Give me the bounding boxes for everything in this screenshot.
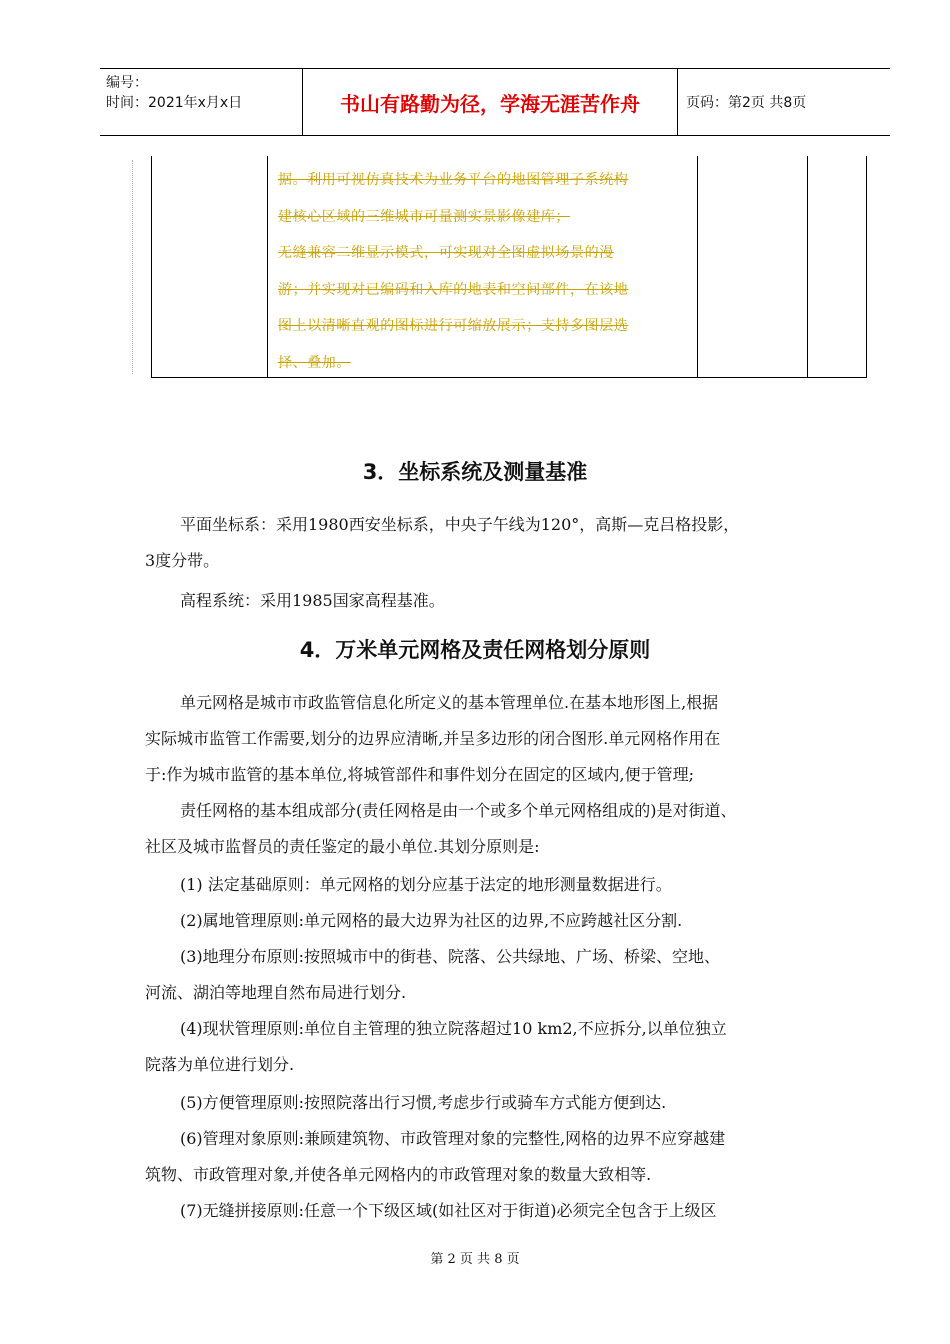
paragraph-line: 于:作为城市监管的基本单位,将城管部件和事件划分在固定的区域内,便于管理; [145, 765, 694, 784]
principle-6: (6)管理对象原则:兼顾建筑物、市政管理对象的完整性,网格的边界不应穿越建 [180, 1129, 726, 1148]
table-cell-empty-1 [152, 156, 268, 377]
header-motto: 书山有路勤为径，学海无涯苦作舟 [303, 69, 678, 135]
page-header [100, 68, 890, 136]
principle-2: (2)属地管理原则:单元网格的最大边界为社区的边界,不应跨越社区分割. [180, 911, 683, 930]
table-cell-empty-4 [808, 156, 866, 377]
principle-5: (5)方便管理原则:按照院落出行习惯,考虑步行或骑车方式能方便到达. [180, 1093, 667, 1112]
paragraph-line: 河流、湖泊等地理自然布局进行划分. [145, 983, 407, 1002]
header-page-label: 页码：第2页 共8页 [686, 95, 807, 111]
deleted-line: 游；并实现对已编码和入库的地表和空间部件，在该地 [278, 281, 629, 298]
paragraph-line: 平面坐标系：采用1980西安坐标系，中央子午线为120°，高斯—克吕格投影， [180, 515, 740, 534]
change-bar [132, 160, 133, 374]
time-label: 时间：2021年x月x日 [106, 95, 243, 111]
principle-4: (4)现状管理原则:单位自主管理的独立院落超过10 km2,不应拆分,以单位独立 [180, 1019, 727, 1038]
principle-7: (7)无缝拼接原则:任意一个下级区域(如社区对于街道)必须完全包含于上级区 [180, 1201, 717, 1220]
deleted-line: 据。利用可视仿真技术为业务平台的地图管理子系统构 [278, 172, 629, 188]
section-3-heading: 3．坐标系统及测量基准 [362, 460, 588, 484]
page-footer: 第 2 页 共 8 页 [430, 1252, 520, 1267]
paragraph-line: 单元网格是城市市政监管信息化所定义的基本管理单位.在基本地形图上,根据 [180, 693, 719, 712]
deleted-line: 择、叠加。 [278, 354, 351, 371]
table-cell-deleted-text [268, 156, 698, 377]
deleted-line: 图上以清晰直观的图标进行可缩放展示；支持多图层选 [278, 318, 629, 334]
paragraph-line: 实际城市监管工作需要,划分的边界应清晰,并呈多边形的闭合图形.单元网格作用在 [145, 729, 721, 748]
principle-3: (3)地理分布原则:按照城市中的街巷、院落、公共绿地、广场、桥梁、空地、 [180, 947, 721, 966]
paragraph-line: 3度分带。 [145, 551, 220, 570]
paragraph-line: 责任网格的基本组成部分(责任网格是由一个或多个单元网格组成的)是对街道、 [180, 801, 737, 820]
paragraph-line: 社区及城市监督员的责任鉴定的最小单位.其划分原则是: [145, 837, 540, 856]
table-cell-empty-3 [698, 156, 808, 377]
section-4-heading: 4．万米单元网格及责任网格划分原则 [299, 638, 651, 662]
header-meta [100, 69, 303, 135]
paragraph-line: 院落为单位进行划分. [145, 1055, 295, 1074]
deleted-line: 无缝兼容二维显示模式，可实现对全图虚拟场景的漫 [278, 245, 614, 261]
paragraph-line: 高程系统：采用1985国家高程基准。 [180, 591, 445, 610]
requirements-table [151, 156, 867, 378]
paragraph-line: 筑物、市政管理对象,并使各单元网格内的市政管理对象的数量大致相等. [145, 1165, 652, 1184]
deleted-line: 建核心区域的三维城市可量测实景影像建库； [278, 208, 570, 225]
principle-1: (1) 法定基础原则：单元网格的划分应基于法定的地形测量数据进行。 [180, 875, 672, 894]
number-label: 编号： [106, 75, 148, 91]
